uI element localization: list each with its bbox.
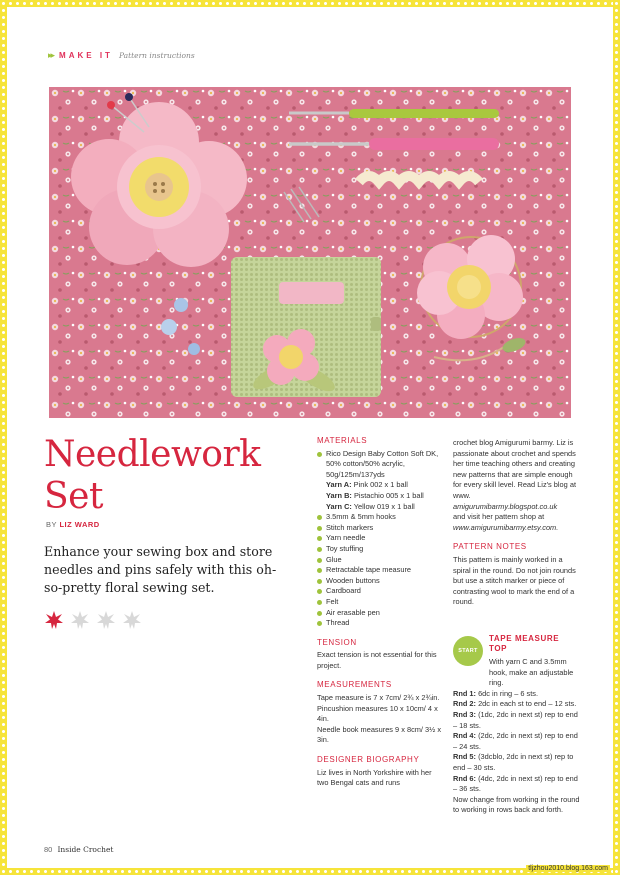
byline (46, 520, 100, 529)
list-item: Cardboard (317, 586, 445, 597)
materials-yarn-main: Rico Design Baby Cotton Soft DK, 50% cotton/50% acrylic, 50g/125m/137yds (317, 449, 445, 481)
tape-measure-instructions (453, 657, 583, 816)
blog-link[interactable]: amigurumibarmy.blogspot.co.uk (453, 501, 558, 511)
column-notes (453, 438, 579, 608)
magazine-name: Inside Crochet (57, 845, 114, 854)
column-materials (317, 436, 445, 789)
lace-trim (359, 176, 479, 182)
bio-heading: DESIGNER BIOGRAPHY (317, 755, 420, 765)
tape-measure-subtitle: TOP (489, 644, 508, 653)
bio-text: Liz lives in North Yorkshire with her two Bengal cats and runs (317, 767, 432, 788)
list-item: Stitch markers (317, 523, 445, 534)
star-filled-icon (44, 610, 64, 630)
materials-list (317, 449, 445, 481)
tape-measure-title: TAPE MEASURE (489, 634, 560, 643)
list-item: 3.5mm & 5mm hooks (317, 512, 445, 523)
pink-hook (369, 138, 499, 150)
list-item: Retractable tape measure (317, 565, 445, 576)
pattern-notes-text: This pattern is mainly worked in a spiral in the round. Do not join rounds but use a stitch marker or piece of contrasting wool to mark the end of a round. (453, 554, 576, 607)
list-item: Felt (317, 597, 445, 608)
page-footer (44, 845, 113, 854)
measurement-line: Pincushion measures 10 x 10cm/ 4 x 4in. (317, 703, 438, 724)
article-title: Needlework Set (44, 434, 261, 517)
double-arrow-icon: ▸▸ (48, 50, 54, 60)
border-top (0, 0, 620, 7)
round-row: Rnd 4: (2dc, 2dc in next st) rep to end – 24 sts. (453, 731, 578, 751)
yarn-a: Yarn A: Pink 002 x 1 ball (326, 480, 408, 490)
star-empty-icon (122, 610, 142, 630)
needle-book (231, 257, 381, 397)
tape-measure-heading (489, 634, 579, 654)
round-row: Rnd 2: 2dc in each st to end – 12 sts. (453, 699, 577, 709)
star-empty-icon (96, 610, 116, 630)
section-subtitle: Pattern instructions (118, 51, 195, 60)
section-label: MAKE IT (59, 51, 113, 60)
border-right (613, 0, 620, 875)
list-item: Toy stuffing (317, 544, 445, 555)
tape-measure-outro: Now change from working in the round to working in rows back and forth. (453, 794, 580, 815)
shop-link[interactable]: www.amigurumibarmy.etsy.com. (453, 522, 559, 532)
page-number: 80 (44, 845, 53, 854)
round-row: Rnd 6: (4dc, 2dc in next st) rep to end – 36 sts. (453, 773, 578, 794)
watermark: tljzhou2010.blog.163.com (528, 865, 608, 872)
blue-button (174, 298, 188, 312)
measurement-line: Tape measure is 7 x 7cm/ 2¾ x 2¾in. (317, 693, 440, 703)
start-badge: START (453, 636, 483, 666)
measurements-heading: MEASUREMENTS (317, 680, 392, 690)
yarn-b: Yarn B: Pistachio 005 x 1 ball (326, 490, 424, 500)
shop-text: and visit her pattern shop at (453, 512, 545, 522)
border-left (0, 0, 7, 875)
article-intro: Enhance your sewing box and store needles and pins safely with this oh-so-pretty floral sewing set. (44, 544, 277, 595)
tension-text: Exact tension is not essential for this project. (317, 650, 437, 670)
bio-continued: crochet blog Amigurumi barmy. Liz is passionate about crochet and spends her time teaching others and creating new patterns that are simple enough for every skill level. Read Liz's blog at www. (453, 438, 576, 500)
materials-items (317, 512, 445, 629)
list-item: Glue (317, 555, 445, 566)
list-item: Air erasable pen (317, 608, 445, 619)
list-item: Thread (317, 618, 445, 629)
tape-measure-intro: With yarn C and 3.5mm hook, make an adjustable ring. (489, 657, 574, 688)
section-header (48, 50, 195, 61)
star-empty-icon (70, 610, 90, 630)
tension-heading: TENSION (317, 637, 357, 647)
yarn-c: Yarn C: Yellow 019 x 1 ball (326, 501, 415, 511)
pattern-notes-heading: PATTERN NOTES (453, 542, 527, 552)
round-row: Rnd 5: (3dcblo, 2dc in next st) rep to end – 30 sts. (453, 752, 574, 772)
round-row: Rnd 1: 6dc in ring – 6 sts. (453, 688, 539, 698)
difficulty-rating (44, 610, 142, 630)
hero-photo (49, 87, 571, 418)
measurement-line: Needle book measures 9 x 8cm/ 3½ x 3in. (317, 724, 442, 745)
byline-prefix: BY (46, 520, 57, 529)
author-name: LIZ WARD (59, 520, 100, 529)
green-hook (349, 109, 499, 118)
list-item: Wooden buttons (317, 576, 445, 587)
round-row: Rnd 3: (1dc, 2dc in next st) rep to end – 18 sts. (453, 709, 578, 730)
list-item: Yarn needle (317, 533, 445, 544)
materials-heading: MATERIALS (317, 436, 368, 445)
